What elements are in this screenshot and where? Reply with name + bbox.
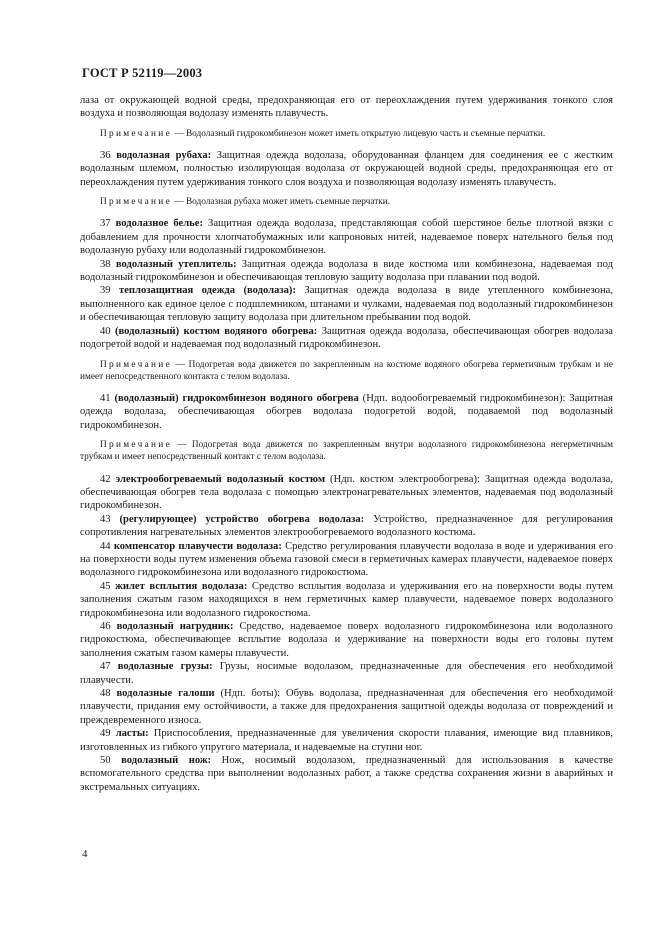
term-definition: Защитная одежда водолаза в виде утепленного комбинезона, выполненного как единое целое с подшлемником, штанами и чулками, надеваемая под водолазный гидрокомбинезон и обеспечивающая тепловую защиту водолаза при длительном пребывании под водой. [80, 285, 613, 324]
term-definition: (Ндп. водообогреваемый гидрокомбинезон): Защитная одежда водолаза, обеспечивающая обогрев водолаза подогретой водой, подаваемой под водолазный гидрокомбинезон. [80, 392, 613, 431]
term-37 [80, 217, 613, 257]
term-36 [80, 149, 613, 189]
term-definition: Средство всплытия водолаза и удерживания его на поверхности воды путем заполнения сжатым газом находящихся в нем герметичных камер плавучести, надеваемое поверх водолазного гидрокомбинезона или водолазного гидрокостюма. [80, 580, 613, 619]
term-title: водолазный нож: [121, 755, 212, 767]
term-definition: Защитная одежда водолаза, обеспечивающая обогрев водолаза подогретой водой и надеваемая под водолазный гидрокомбинезон. [80, 325, 613, 351]
term-definition: (Ндп. боты): Обувь водолаза, предназначенная для обеспечения его необходимой плавучести, придания ему остойчивости, а также для предохранения защитной одежды водолаза от повреждений и преждевременного износа. [80, 688, 613, 726]
note-text: — Водолазный гидрокомбинезон может иметь открытую лицевую часть и съемные перчатки. [172, 128, 546, 139]
note-label: Примечание [100, 197, 172, 208]
term-47 [80, 660, 613, 687]
term-definition: Устройство, предназначенное для регулирования сопротивления нагревательных элементов электрообогреваемого водолазного костюма. [80, 513, 613, 539]
note-text: — Водолазная рубаха может иметь съемные перчатки. [172, 197, 391, 208]
term-41 [80, 392, 613, 432]
term-title: теплозащитная одежда (водолаза): [119, 285, 296, 297]
term-50 [80, 754, 613, 794]
term-title: водолазные грузы: [117, 661, 213, 673]
note-label: Примечание [100, 359, 172, 370]
intro-paragraph: лаза от окружающей водной среды, предохраняющая его от переохлаждения путем удерживания тонкого слоя воздуха и позволяющая водолазу изменять плавучесть. [80, 95, 613, 120]
term-42 [80, 473, 613, 513]
note-1 [80, 128, 613, 140]
term-number: 45 [100, 580, 116, 592]
term-definition: Грузы, носимые водолазом, предназначенные для обеспечения его необходимой плавучести. [80, 661, 613, 686]
note-text: — Подогретая вода движется по закрепленным внутри водолазного гидрокомбинезона негерметичным трубкам и имеет непосредственный контакт с телом водолаза. [80, 440, 613, 463]
term-number: 39 [100, 285, 120, 297]
term-title: водолазный утеплитель: [115, 258, 237, 270]
document-body [80, 94, 613, 794]
term-definition: (Ндп. костюм электрообогрева): Защитная одежда водолаза, обеспечивающая обогрев тела водолаза с помощью электронагревательных элементов, надеваемая под водолазный гидрокомбинезон. [80, 473, 613, 512]
term-number: 44 [100, 540, 114, 552]
term-title: водолазный нагрудник: [116, 621, 234, 632]
note-4 [80, 439, 613, 463]
term-definition: Защитная одежда водолаза в виде костюма или комбинезона, надеваемая под водолазный гидрокомбинезон и обеспечивающая тепловую защиту водолаза при плавании под водой. [80, 258, 613, 284]
term-definition: Защитная одежда водолаза, оборудованная фланцем для соединения ее с жестким водолазным шлемом, полностью изолирующая водолаза от окружающей водной среды, предохраняющая его от переохлаждения путем удерживания тонкого слоя воздуха и позволяющая водолазу изменять плавучесть. [80, 150, 613, 188]
term-44 [80, 540, 613, 580]
term-40 [80, 325, 613, 352]
term-number: 36 [100, 150, 117, 162]
term-title: (регулирующее) устройство обогрева водолаза: [119, 513, 365, 525]
term-definition: Защитная одежда водолаза, представляющая собой шерстяное белье плотной вязки с добавлением для прочности хлопчатобумажных или капроновых нитей, надеваемое поверх нательного белья под водолазную рубаху или водолазный гидрокомбинезон. [80, 218, 613, 257]
note-2 [80, 196, 613, 208]
term-46 [80, 620, 613, 660]
term-number: 40 [100, 325, 115, 337]
term-number: 49 [100, 728, 116, 740]
term-number: 46 [100, 621, 117, 632]
term-43 [80, 513, 613, 540]
term-number: 43 [100, 513, 120, 525]
term-title: (водолазный) костюм водяного обогрева: [114, 325, 318, 337]
term-title: электрообогреваемый водолазный костюм [115, 473, 326, 485]
term-45 [80, 580, 613, 620]
term-title: водолазное белье: [115, 218, 204, 230]
term-definition: Средство, надеваемое поверх водолазного гидрокомбинезона или водолазного гидрокостюма, обеспечивающее всплытие водолаза и удерживание на поверхности воды его головы путем заполнения сжатым газом камеры плавучести. [80, 621, 613, 659]
term-number: 41 [100, 392, 115, 404]
term-title: (водолазный) гидрокомбинезон водяного обогрева [114, 392, 359, 404]
term-title: компенсатор плавучести водолаза: [113, 540, 282, 552]
term-title: водолазные галоши [116, 688, 215, 700]
term-title: водолазная рубаха: [116, 150, 212, 162]
note-text: — Подогретая вода движется по закрепленным на костюме водяного обогрева герметичным трубкам и не имеет непосредственного контакта с телом водолаза. [80, 359, 613, 382]
term-number: 47 [100, 661, 118, 673]
note-label: Примечание [100, 128, 172, 139]
term-definition: Приспособления, предназначенные для увеличения скорости плавания, имеющие вид плавников, изготовленных из гибкого упругого материала, и надеваемые на ступни ног. [80, 728, 613, 753]
term-title: жилет всплытия водолаза: [115, 580, 248, 592]
note-3 [80, 359, 613, 383]
term-38 [80, 258, 613, 285]
term-definition: Средство регулирования плавучести водолаза в воде и удерживания его на поверхности воды путем изменения объема газовой смеси в герметичных камерах плавучести, надеваемое поверх водолазного гидрокомбинезона или водолазного гидрокостюма. [80, 540, 613, 579]
term-49 [80, 727, 613, 754]
term-number: 50 [100, 755, 122, 767]
term-definition: Нож, носимый водолазом, предназначенный для использования в качестве вспомогательного средства при выполнении водолазных работ, а также средства сохранения жизни в аварийных и экстремальных ситуациях. [80, 755, 613, 793]
term-39 [80, 284, 613, 324]
term-title: ласты: [115, 728, 149, 740]
page-number: 4 [82, 848, 88, 860]
term-number: 48 [100, 688, 117, 700]
term-48 [80, 687, 613, 727]
page-header: ГОСТ Р 52119—2003 [82, 66, 203, 80]
term-number: 37 [100, 218, 116, 230]
term-number: 42 [100, 473, 116, 485]
term-number: 38 [100, 258, 116, 270]
note-label: Примечание [100, 440, 172, 451]
